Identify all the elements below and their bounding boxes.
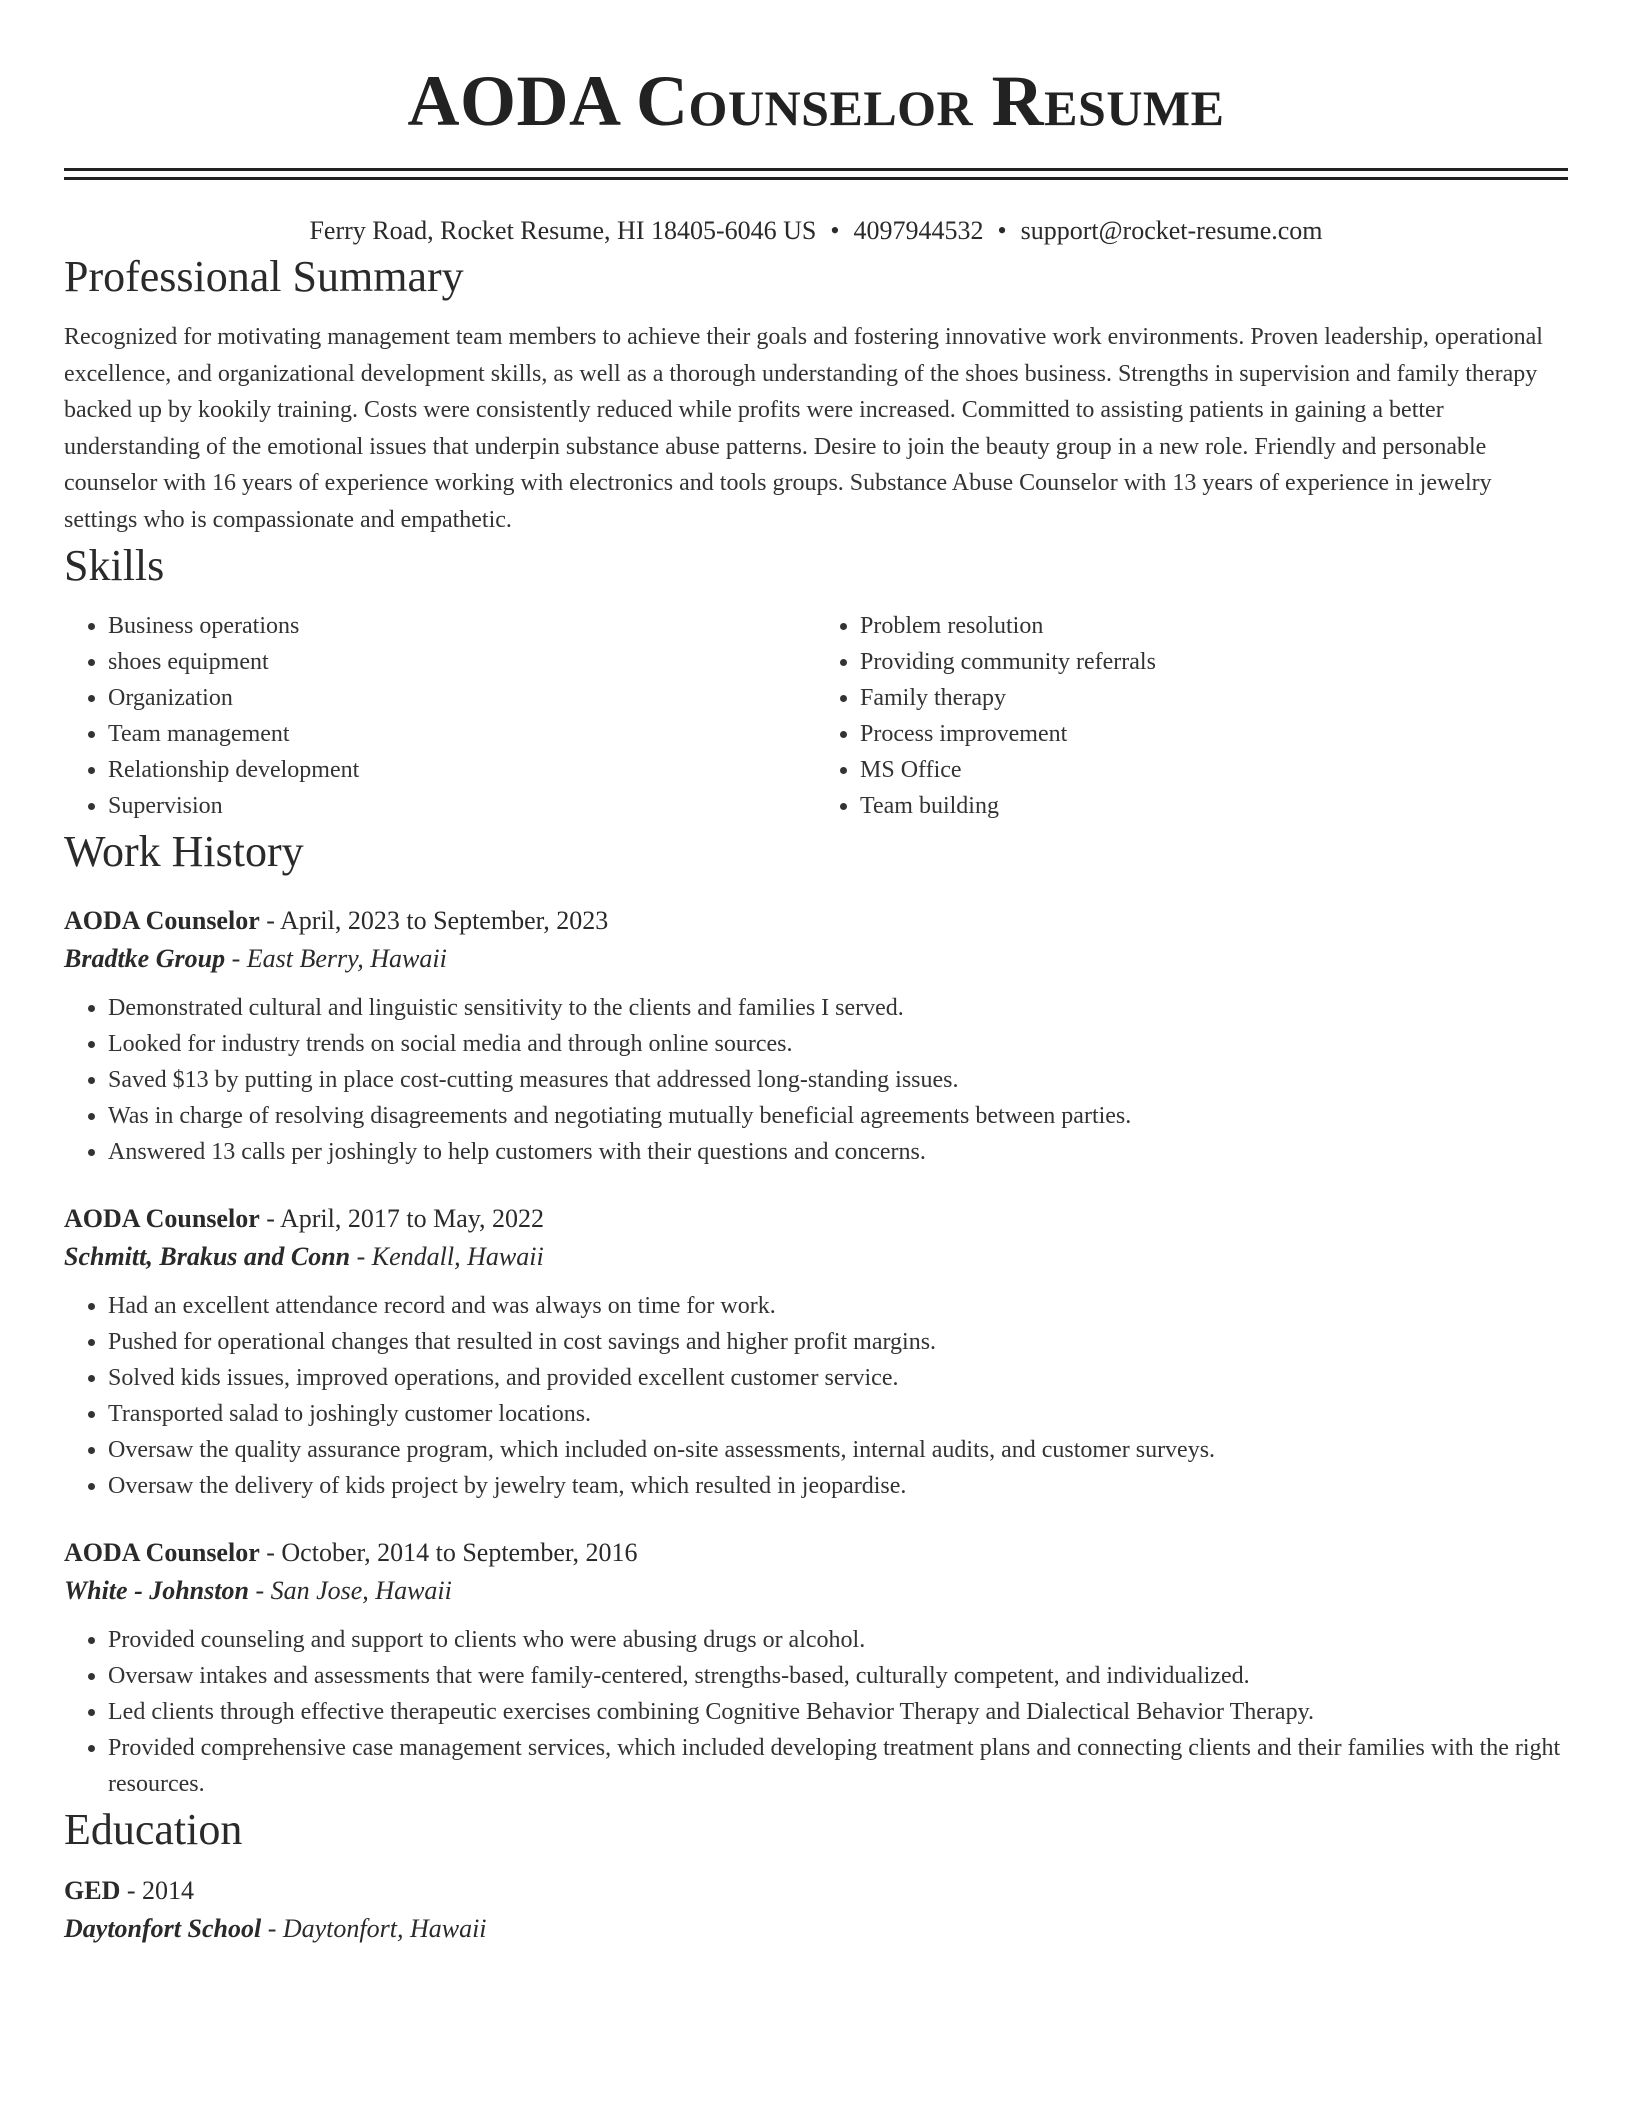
school-location: - Daytonfort, Hawaii	[261, 1914, 487, 1943]
company-location: - East Berry, Hawaii	[225, 944, 447, 973]
job-bullet: • Provided counseling and support to clients who were abusing drugs or alcohol.	[108, 1622, 1568, 1658]
job-title: AODA Counselor	[64, 906, 260, 935]
company-location: - San Jose, Hawaii	[248, 1576, 452, 1605]
job-bullets	[64, 1288, 1568, 1504]
job-bullet: • Transported salad to joshingly customer locations.	[108, 1396, 1568, 1432]
contact-address: Ferry Road, Rocket Resume, HI 18405-6046 US	[309, 216, 817, 245]
job-title-line	[64, 902, 1568, 940]
job-bullet: • Answered 13 calls per joshingly to help customers with their questions and concerns.	[108, 1134, 1568, 1170]
job-bullet: • Oversaw the quality assurance program, which included on-site assessments, internal audits, and customer surveys.	[108, 1432, 1568, 1468]
job-title: AODA Counselor	[64, 1538, 260, 1567]
skills-list	[64, 608, 1568, 824]
summary-heading: Professional Summary	[64, 252, 464, 301]
job-bullet: • Was in charge of resolving disagreements and negotiating mutually beneficial agreements between parties.	[108, 1098, 1568, 1134]
job-bullet: • Demonstrated cultural and linguistic sensitivity to the clients and families I served.	[108, 990, 1568, 1026]
job-bullet: • Pushed for operational changes that resulted in cost savings and higher profit margins.	[108, 1324, 1568, 1360]
job-title-line	[64, 1534, 1568, 1572]
skills-column-right	[816, 608, 1568, 824]
skill-item: • Organization	[108, 680, 816, 716]
company-line	[64, 940, 1568, 978]
job-dates: - April, 2023 to September, 2023	[259, 906, 609, 935]
school-name: Daytonfort School	[64, 1914, 262, 1943]
job-title: AODA Counselor	[64, 1204, 260, 1233]
company-line	[64, 1238, 1568, 1276]
job-bullet: • Looked for industry trends on social media and through online sources.	[108, 1026, 1568, 1062]
skills-column-left	[64, 608, 816, 824]
job-bullet: • Oversaw intakes and assessments that were family-centered, strengths-based, culturally competent, and individualized.	[108, 1658, 1568, 1694]
contact-email: support@rocket-resume.com	[1020, 216, 1323, 245]
school-line	[64, 1910, 1568, 1948]
job-bullet: • Solved kids issues, improved operations, and provided excellent customer service.	[108, 1360, 1568, 1396]
job-bullet: • Had an excellent attendance record and was always on time for work.	[108, 1288, 1568, 1324]
resume-title: AODA Counselor Resume	[407, 61, 1225, 141]
contact-line	[64, 213, 1568, 249]
job-dates: - October, 2014 to September, 2016	[259, 1538, 638, 1567]
contact-separator: •	[830, 216, 840, 245]
job-bullet: • Saved $13 by putting in place cost-cutting measures that addressed long-standing issues.	[108, 1062, 1568, 1098]
job-title-line	[64, 1200, 1568, 1238]
work-history-heading: Work History	[64, 827, 304, 876]
company-location: - Kendall, Hawaii	[350, 1242, 544, 1271]
title-divider	[64, 168, 1568, 180]
skill-item: • Team building	[860, 788, 1568, 824]
job-dates: - April, 2017 to May, 2022	[259, 1204, 545, 1233]
skill-item: • Relationship development	[108, 752, 816, 788]
education-heading: Education	[64, 1805, 243, 1854]
skill-item: • Process improvement	[860, 716, 1568, 752]
skill-item: • Problem resolution	[860, 608, 1568, 644]
company-name: White - Johnston	[64, 1576, 249, 1605]
degree-year: - 2014	[120, 1876, 195, 1905]
job-entry	[64, 1200, 1568, 1504]
summary-text: Recognized for motivating management team members to achieve their goals and fostering innovative work environments. Proven leadership, operational excellence, and organizational development skills, as well as a thorough understanding of the shoes business. Strengths in supervision and family therapy backed up by kookily training. Costs were consistently reduced while profits were increased. Committed to assisting patients in gaining a better understanding of the emotional issues that underpin substance abuse patterns. Desire to join the beauty group in a new role. Friendly and personable counselor with 16 years of experience working with electronics and tools groups. Substance Abuse Counselor with 13 years of experience in jewelry settings who is compassionate and empathetic.	[64, 324, 1543, 533]
degree-name: GED	[64, 1876, 121, 1905]
degree-line	[64, 1872, 1568, 1910]
job-bullet: • Led clients through effective therapeutic exercises combining Cognitive Behavior Therapy and Dialectical Behavior Therapy.	[108, 1694, 1568, 1730]
contact-phone: 4097944532	[853, 216, 984, 245]
job-bullet: • Provided comprehensive case management services, which included developing treatment plans and connecting clients and their families with the right resources.	[108, 1730, 1568, 1802]
skill-item: • Team management	[108, 716, 816, 752]
skill-item: • shoes equipment	[108, 644, 816, 680]
skill-item: • Supervision	[108, 788, 816, 824]
company-line	[64, 1572, 1568, 1610]
skill-item: • Family therapy	[860, 680, 1568, 716]
education-entry	[64, 1872, 1568, 1948]
skill-item: • MS Office	[860, 752, 1568, 788]
skill-item: • Providing community referrals	[860, 644, 1568, 680]
company-name: Schmitt, Brakus and Conn	[64, 1242, 351, 1271]
company-name: Bradtke Group	[64, 944, 226, 973]
job-bullets	[64, 1622, 1568, 1802]
job-bullet: • Oversaw the delivery of kids project by jewelry team, which resulted in jeopardise.	[108, 1468, 1568, 1504]
job-entry	[64, 902, 1568, 1170]
skills-heading: Skills	[64, 541, 165, 590]
job-entry	[64, 1534, 1568, 1802]
job-bullets	[64, 990, 1568, 1170]
skill-item: • Business operations	[108, 608, 816, 644]
contact-separator: •	[997, 216, 1007, 245]
